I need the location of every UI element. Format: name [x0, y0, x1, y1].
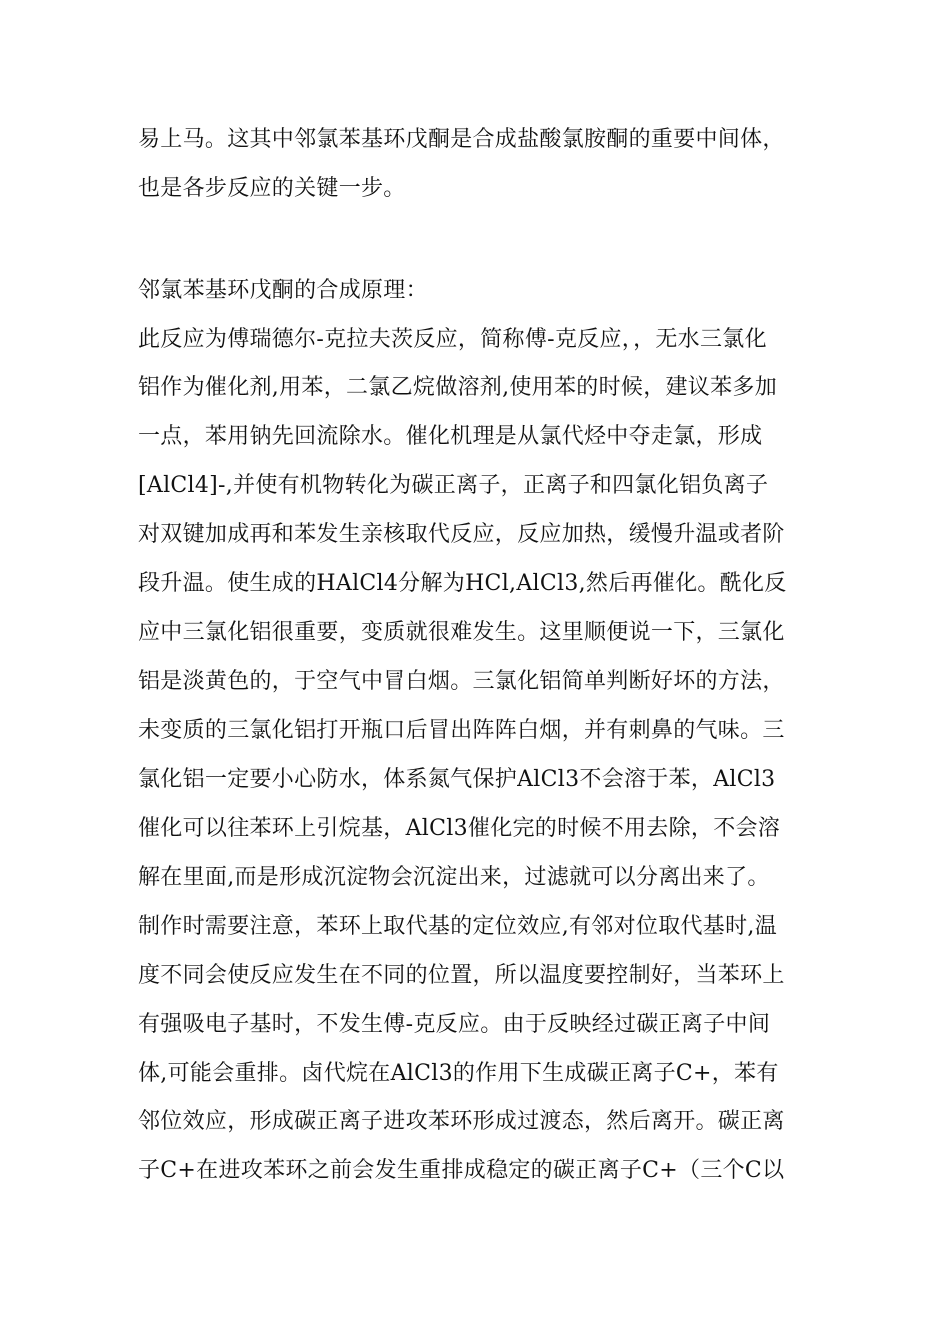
text-line: 体,可能会重排。卤代烷在AlCl3的作用下生成碳正离子C+，苯有	[138, 1061, 779, 1086]
text-line: 催化可以往苯环上引烷基，AlCl3催化完的时候不用去除，不会溶	[138, 816, 781, 841]
text-line: 铝作为催化剂,用苯，二氯乙烷做溶剂,使用苯的时候，建议苯多加	[138, 375, 777, 400]
text-line: 解在里面,而是形成沉淀物会沉淀出来，过滤就可以分离出来了。	[138, 865, 770, 890]
text-line: 邻位效应，形成碳正离子进攻苯环形成过渡态，然后离开。碳正离	[138, 1109, 785, 1134]
text-line: 未变质的三氯化铝打开瓶口后冒出阵阵白烟，并有刺鼻的气味。三	[138, 718, 785, 743]
section-heading: 邻氯苯基环戊酮的合成原理：	[138, 278, 428, 303]
text-line: 度不同会使反应发生在不同的位置，所以温度要控制好，当苯环上	[138, 963, 785, 988]
text-line: 对双键加成再和苯发生亲核取代反应，反应加热，缓慢升温或者阶	[138, 522, 785, 547]
text-line: 也是各步反应的关键一步。	[138, 176, 406, 201]
text-line: 应中三氯化铝很重要，变质就很难发生。这里顺便说一下，三氯化	[138, 620, 785, 645]
text-line: 氯化铝一定要小心防水，体系氮气保护AlCl3不会溶于苯，AlCl3	[138, 767, 776, 792]
text-line: [AlCl4]-,并使有机物转化为碳正离子，正离子和四氯化铝负离子	[138, 473, 769, 498]
text-line: 段升温。使生成的HAlCl4分解为HCl,AlCl3,然后再催化。酰化反	[138, 571, 787, 596]
text-line: 子C+在进攻苯环之前会发生重排成稳定的碳正离子C+（三个C以	[138, 1158, 785, 1183]
text-line: 有强吸电子基时，不发生傅-克反应。由于反映经过碳正离子中间	[138, 1012, 771, 1037]
text-line: 铝是淡黄色的，于空气中冒白烟。三氯化铝简单判断好坏的方法，	[138, 669, 785, 694]
text-line: 易上马。这其中邻氯苯基环戊酮是合成盐酸氯胺酮的重要中间体，	[138, 127, 785, 152]
text-line: 此反应为傅瑞德尔-克拉夫茨反应，简称傅-克反应，，无水三氯化	[138, 327, 767, 352]
text-line: 制作时需要注意，苯环上取代基的定位效应,有邻对位取代基时,温	[138, 914, 777, 939]
text-line: 一点，苯用钠先回流除水。催化机理是从氯代烃中夺走氯，形成	[138, 424, 763, 449]
